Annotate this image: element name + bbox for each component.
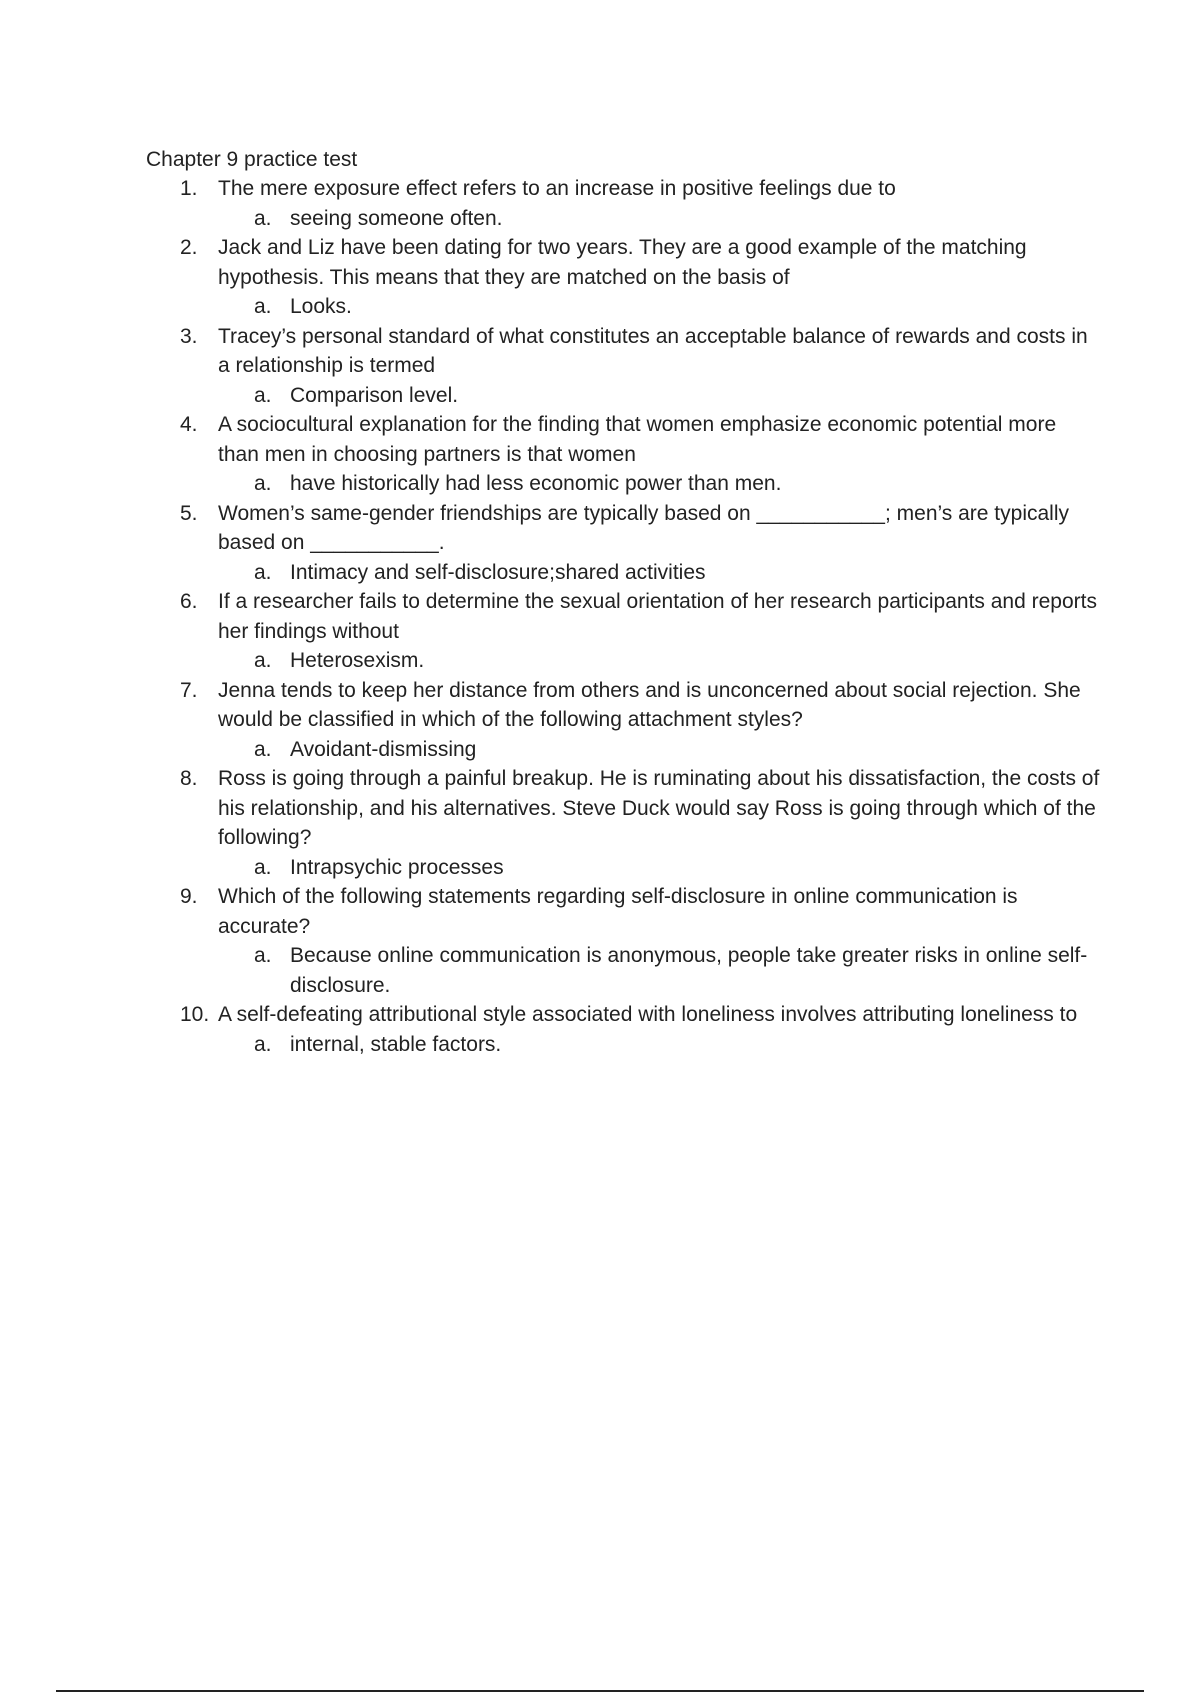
question-number: 8.	[180, 767, 198, 790]
answer-letter: a.	[254, 383, 272, 407]
question-text: A sociocultural explanation for the finding that women emphasize economic potential more than men in choosing partners is that women	[218, 413, 1057, 466]
question-item	[180, 587, 1100, 676]
answer-item	[254, 381, 1100, 411]
answer-item	[254, 646, 1100, 676]
question-number: 6.	[180, 590, 198, 613]
answer-text: Heterosexism.	[290, 649, 425, 672]
answer-letter: a.	[254, 944, 272, 967]
question-text: Women’s same-gender friendships are typically based on ___________; men’s are typically based on ___________.	[218, 501, 1069, 554]
question-text: Jack and Liz have been dating for two years. They are a good example of the matching hypothesis. This means that they are matched on the basis of	[218, 236, 1027, 289]
answer-letter: a.	[254, 1032, 272, 1056]
answer-text: internal, stable factors.	[290, 1032, 502, 1056]
answer-item	[254, 469, 1100, 499]
answer-letter: a.	[254, 649, 272, 672]
answer-item	[254, 941, 1100, 1000]
question-item	[180, 676, 1100, 765]
question-list	[180, 174, 1100, 1059]
question-number: 9.	[180, 885, 198, 908]
question-number: 3.	[180, 324, 198, 348]
question-text: Tracey’s personal standard of what constitutes an acceptable balance of rewards and costs in a relationship is termed	[218, 324, 1088, 377]
answer-letter: a.	[254, 560, 272, 584]
question-item	[180, 322, 1100, 411]
answer-letter: a.	[254, 472, 272, 495]
question-item	[180, 764, 1100, 882]
question-number: 5.	[180, 501, 198, 525]
question-number: 1.	[180, 177, 198, 200]
question-number: 2.	[180, 236, 198, 259]
document-title: Chapter 9 practice test	[146, 148, 358, 171]
question-item	[180, 174, 1100, 233]
question-item	[180, 410, 1100, 499]
answer-text: Because online communication is anonymous, people take greater risks in online self-disclosure.	[290, 944, 1088, 997]
question-item	[180, 882, 1100, 1000]
question-text: A self-defeating attributional style associated with loneliness involves attributing loneliness to	[218, 1003, 1078, 1026]
answer-text: Intimacy and self-disclosure;shared activities	[290, 560, 706, 584]
question-number: 10.	[180, 1003, 210, 1026]
question-text: Which of the following statements regarding self-disclosure in online communication is accurate?	[218, 885, 1018, 938]
answer-letter: a.	[254, 737, 272, 761]
question-text: If a researcher fails to determine the sexual orientation of her research participants and reports her findings without	[218, 590, 1097, 643]
answer-item	[254, 1030, 1100, 1060]
answer-text: have historically had less economic power than men.	[290, 472, 782, 495]
answer-text: Intrapsychic processes	[290, 855, 504, 879]
question-text: The mere exposure effect refers to an increase in positive feelings due to	[218, 177, 896, 200]
question-number: 7.	[180, 678, 198, 702]
answer-text: seeing someone often.	[290, 206, 503, 230]
question-number: 4.	[180, 413, 198, 436]
question-text: Ross is going through a painful breakup. He is ruminating about his dissatisfaction, the costs of his relationship, and his alternatives. Steve Duck would say Ross is going through which of the following?	[218, 767, 1100, 849]
answer-item	[254, 558, 1100, 588]
answer-item	[254, 204, 1100, 234]
answer-item	[254, 735, 1100, 765]
page-bottom-rule	[56, 1690, 1144, 1692]
question-item	[180, 499, 1100, 588]
answer-letter: a.	[254, 206, 272, 230]
question-item	[180, 1000, 1100, 1059]
question-text: Jenna tends to keep her distance from others and is unconcerned about social rejection. She would be classified in which of the following attachment styles?	[218, 678, 1081, 731]
answer-item	[254, 853, 1100, 883]
answer-letter: a.	[254, 855, 272, 879]
answer-item	[254, 292, 1100, 322]
answer-text: Avoidant-dismissing	[290, 737, 477, 761]
question-item	[180, 233, 1100, 322]
answer-letter: a.	[254, 295, 272, 318]
answer-text: Looks.	[290, 295, 352, 318]
answer-text: Comparison level.	[290, 383, 459, 407]
